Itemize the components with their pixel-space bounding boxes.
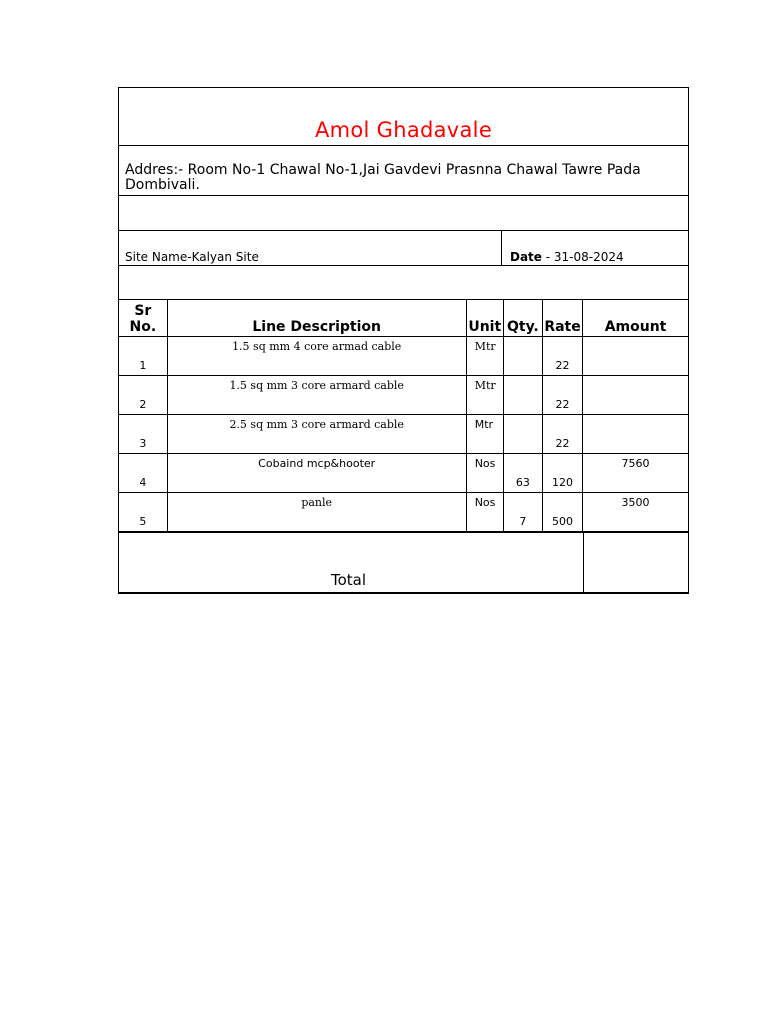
col-qty-header: Qty. <box>503 300 542 337</box>
company-name: Amol Ghadavale <box>314 118 493 142</box>
cell-sr: 4 <box>139 476 147 489</box>
table-header-row <box>119 300 688 337</box>
items-section <box>119 300 688 533</box>
cell-rate: 22 <box>555 437 570 450</box>
col-unit-header: Unit <box>466 300 503 337</box>
site-name: Site Name-Kalyan Site <box>125 250 259 264</box>
cell-unit: Nos <box>474 457 496 470</box>
table-row <box>119 415 688 454</box>
table-row <box>119 337 688 376</box>
cell-desc: Cobaind mcp&hooter <box>258 457 376 470</box>
cell-unit: Nos <box>474 496 496 509</box>
table-row <box>119 454 688 493</box>
total-divider <box>583 533 584 592</box>
cell-sr: 2 <box>139 398 147 411</box>
col-sr-header: Sr No. <box>119 300 167 337</box>
cell-qty: 63 <box>515 476 530 489</box>
cell-unit: Mtr <box>474 379 496 392</box>
invoice-sheet <box>118 87 689 594</box>
site-date <box>510 250 624 264</box>
col-amount-header: Amount <box>583 300 688 337</box>
title-row <box>119 88 688 146</box>
cell-rate: 22 <box>555 359 570 372</box>
cell-rate: 500 <box>552 515 574 528</box>
table-row <box>119 493 688 532</box>
cell-desc: 1.5 sq mm 3 core armard cable <box>229 379 404 392</box>
address-text: Addres:- Room No-1 Chawal No-1,Jai Gavdevi Prasnna Chawal Tawre Pada Dombivali. <box>125 162 641 193</box>
cell-desc: panle <box>301 496 333 509</box>
address-row <box>119 146 688 196</box>
site-divider <box>501 231 502 265</box>
cell-desc: 1.5 sq mm 4 core armad cable <box>232 340 402 353</box>
cell-desc: 2.5 sq mm 3 core armard cable <box>229 418 404 431</box>
col-desc-header: Line Description <box>167 300 466 337</box>
table-row <box>119 376 688 415</box>
col-rate-header: Rate <box>542 300 582 337</box>
cell-amount: 3500 <box>621 496 650 509</box>
items-table <box>119 300 688 532</box>
cell-sr: 5 <box>139 515 147 528</box>
cell-qty: 7 <box>519 515 527 528</box>
total-label: Total <box>331 571 367 589</box>
site-row <box>119 231 688 266</box>
cell-rate: 22 <box>555 398 570 411</box>
cell-sr: 1 <box>139 359 147 372</box>
date-value: - 31-08-2024 <box>541 250 624 264</box>
cell-unit: Mtr <box>474 418 494 431</box>
blank-row <box>119 266 688 300</box>
total-row <box>119 533 688 592</box>
cell-rate: 120 <box>552 476 574 489</box>
cell-unit: Mtr <box>474 340 496 353</box>
blank-row <box>119 196 688 231</box>
date-label: Date <box>510 250 542 264</box>
cell-amount: 7560 <box>621 457 650 470</box>
cell-sr: 3 <box>139 437 147 450</box>
